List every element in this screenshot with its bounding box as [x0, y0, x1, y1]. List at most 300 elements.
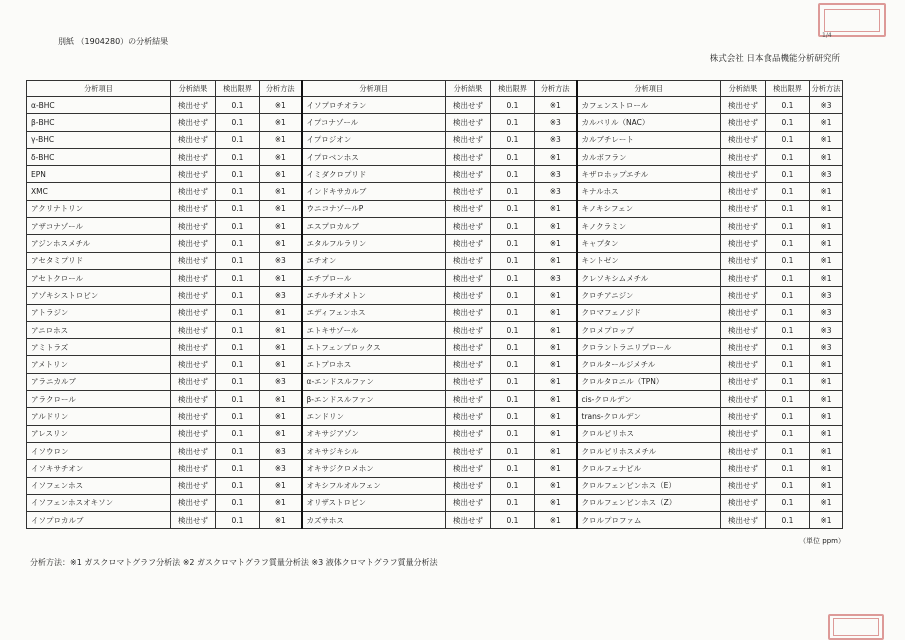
cell-item: クロメプロップ: [577, 321, 721, 338]
cell-limit: 0.1: [216, 304, 260, 321]
cell-item: キザロホップエチル: [577, 166, 721, 183]
cell-result: 検出せず: [721, 304, 766, 321]
cell-result: 検出せず: [721, 97, 766, 114]
cell-limit: 0.1: [216, 131, 260, 148]
method-legend: 分析方法：※1 ガスクロマトグラフ分析法 ※2 ガスクロマトグラフ質量分析法 ※3 液体クロマトグラフ質量分析法: [30, 558, 438, 567]
cell-method: ※1: [260, 218, 302, 235]
cell-method: ※1: [810, 183, 843, 200]
table-row: [27, 339, 843, 356]
cell-limit: 0.1: [766, 148, 810, 165]
cell-method: ※1: [810, 131, 843, 148]
cell-limit: 0.1: [491, 442, 535, 459]
cell-result: 検出せず: [446, 460, 491, 477]
cell-item: エタルフルラリン: [302, 235, 446, 252]
cell-limit: 0.1: [766, 166, 810, 183]
cell-method: ※1: [810, 356, 843, 373]
company-name: 株式会社 日本食品機能分析研究所: [709, 54, 840, 64]
cell-limit: 0.1: [216, 269, 260, 286]
cell-item: カズサホス: [302, 512, 446, 529]
cell-result: 検出せず: [721, 494, 766, 511]
cell-result: 検出せず: [721, 460, 766, 477]
table-row: [27, 356, 843, 373]
header-result: 分析結果: [721, 81, 766, 97]
cell-result: 検出せず: [171, 408, 216, 425]
cell-method: ※1: [260, 166, 302, 183]
cell-limit: 0.1: [216, 97, 260, 114]
cell-item: クロラントラニリプロール: [577, 339, 721, 356]
cell-method: ※1: [260, 391, 302, 408]
cell-method: ※3: [810, 287, 843, 304]
cell-item: trans-クロルデン: [577, 408, 721, 425]
cell-method: ※1: [260, 356, 302, 373]
cell-limit: 0.1: [766, 287, 810, 304]
cell-method: ※3: [810, 321, 843, 338]
header-method: 分析方法: [260, 81, 302, 97]
cell-item: イプコナゾール: [302, 114, 446, 131]
cell-result: 検出せず: [446, 200, 491, 217]
cell-limit: 0.1: [216, 460, 260, 477]
cell-limit: 0.1: [766, 460, 810, 477]
cell-limit: 0.1: [491, 200, 535, 217]
document-title: 別紙 （1904280）の分析結果: [58, 37, 169, 46]
table-row: [27, 460, 843, 477]
cell-item: アザコナゾール: [27, 218, 171, 235]
cell-item: イソプロカルブ: [27, 512, 171, 529]
header-method: 分析方法: [535, 81, 577, 97]
cell-item: アゾキシストロビン: [27, 287, 171, 304]
cell-limit: 0.1: [216, 477, 260, 494]
cell-limit: 0.1: [491, 183, 535, 200]
cell-item: オキサジアゾン: [302, 425, 446, 442]
cell-limit: 0.1: [766, 97, 810, 114]
cell-item: エトキサゾール: [302, 321, 446, 338]
table-row: [27, 148, 843, 165]
cell-method: ※1: [535, 391, 577, 408]
cell-item: エトプロホス: [302, 356, 446, 373]
table-row: [27, 114, 843, 131]
cell-result: 検出せず: [171, 442, 216, 459]
cell-item: アレスリン: [27, 425, 171, 442]
cell-item: クロルフェンビンホス（Z）: [577, 494, 721, 511]
cell-result: 検出せず: [446, 97, 491, 114]
cell-result: 検出せず: [446, 183, 491, 200]
cell-limit: 0.1: [491, 512, 535, 529]
cell-limit: 0.1: [216, 321, 260, 338]
cell-limit: 0.1: [491, 356, 535, 373]
cell-limit: 0.1: [216, 200, 260, 217]
cell-method: ※3: [260, 287, 302, 304]
cell-item: イソウロン: [27, 442, 171, 459]
cell-limit: 0.1: [766, 442, 810, 459]
cell-item: アセトクロール: [27, 269, 171, 286]
cell-method: ※1: [810, 425, 843, 442]
cell-result: 検出せず: [171, 200, 216, 217]
cell-item: アラニカルブ: [27, 373, 171, 390]
cell-item: XMC: [27, 183, 171, 200]
cell-method: ※3: [810, 166, 843, 183]
cell-item: クロルフェナピル: [577, 460, 721, 477]
cell-limit: 0.1: [216, 183, 260, 200]
table-row: [27, 304, 843, 321]
cell-item: キャプタン: [577, 235, 721, 252]
cell-result: 検出せず: [446, 373, 491, 390]
cell-method: ※1: [260, 235, 302, 252]
cell-item: アミトラズ: [27, 339, 171, 356]
cell-result: 検出せず: [171, 373, 216, 390]
cell-item: イソキサチオン: [27, 460, 171, 477]
cell-item: α-BHC: [27, 97, 171, 114]
cell-item: アルドリン: [27, 408, 171, 425]
cell-result: 検出せず: [446, 252, 491, 269]
cell-limit: 0.1: [216, 425, 260, 442]
cell-method: ※1: [535, 235, 577, 252]
cell-item: エチプロール: [302, 269, 446, 286]
cell-item: イソフェンホス: [27, 477, 171, 494]
cell-result: 検出せず: [171, 391, 216, 408]
seal-stamp-bottom: [828, 614, 884, 640]
cell-result: 検出せず: [721, 287, 766, 304]
cell-method: ※1: [535, 477, 577, 494]
table-row: [27, 97, 843, 114]
table-row: [27, 477, 843, 494]
cell-method: ※3: [535, 114, 577, 131]
cell-method: ※1: [260, 304, 302, 321]
table-row: [27, 512, 843, 529]
cell-method: ※1: [535, 512, 577, 529]
table-row: [27, 287, 843, 304]
cell-result: 検出せず: [171, 114, 216, 131]
cell-limit: 0.1: [216, 512, 260, 529]
cell-method: ※1: [535, 494, 577, 511]
cell-limit: 0.1: [216, 339, 260, 356]
cell-result: 検出せず: [171, 252, 216, 269]
cell-method: ※1: [260, 148, 302, 165]
cell-limit: 0.1: [766, 114, 810, 131]
cell-item: オキサジキシル: [302, 442, 446, 459]
cell-item: オリザストロビン: [302, 494, 446, 511]
cell-result: 検出せず: [446, 391, 491, 408]
cell-limit: 0.1: [766, 512, 810, 529]
cell-result: 検出せず: [171, 148, 216, 165]
cell-item: カフェンストロール: [577, 97, 721, 114]
cell-method: ※1: [535, 200, 577, 217]
cell-method: ※1: [810, 218, 843, 235]
cell-result: 検出せず: [171, 269, 216, 286]
cell-limit: 0.1: [216, 252, 260, 269]
cell-item: クロルフェンビンホス（E）: [577, 477, 721, 494]
cell-limit: 0.1: [491, 131, 535, 148]
cell-limit: 0.1: [766, 425, 810, 442]
cell-item: エスプロカルブ: [302, 218, 446, 235]
cell-result: 検出せず: [721, 442, 766, 459]
cell-method: ※3: [535, 166, 577, 183]
cell-limit: 0.1: [491, 218, 535, 235]
header-item: 分析項目: [302, 81, 446, 97]
cell-limit: 0.1: [766, 252, 810, 269]
cell-method: ※3: [535, 183, 577, 200]
cell-method: ※3: [810, 339, 843, 356]
cell-result: 検出せず: [721, 166, 766, 183]
cell-item: エチオン: [302, 252, 446, 269]
cell-method: ※1: [260, 321, 302, 338]
table-row: [27, 200, 843, 217]
cell-result: 検出せず: [721, 114, 766, 131]
cell-method: ※1: [810, 512, 843, 529]
cell-limit: 0.1: [216, 356, 260, 373]
cell-limit: 0.1: [216, 442, 260, 459]
cell-limit: 0.1: [766, 356, 810, 373]
cell-method: ※3: [260, 442, 302, 459]
cell-result: 検出せず: [721, 183, 766, 200]
cell-item: イソフェンホスオキソン: [27, 494, 171, 511]
cell-method: ※1: [810, 269, 843, 286]
cell-result: 検出せず: [721, 512, 766, 529]
cell-method: ※1: [535, 339, 577, 356]
cell-result: 検出せず: [721, 339, 766, 356]
header-result: 分析結果: [446, 81, 491, 97]
table-row: [27, 252, 843, 269]
cell-item: オキシフルオルフェン: [302, 477, 446, 494]
cell-item: カルボフラン: [577, 148, 721, 165]
cell-item: アニロホス: [27, 321, 171, 338]
cell-method: ※1: [260, 200, 302, 217]
cell-limit: 0.1: [216, 391, 260, 408]
cell-limit: 0.1: [491, 269, 535, 286]
cell-limit: 0.1: [216, 148, 260, 165]
cell-result: 検出せず: [446, 148, 491, 165]
cell-item: β-BHC: [27, 114, 171, 131]
cell-method: ※1: [535, 252, 577, 269]
cell-limit: 0.1: [491, 425, 535, 442]
cell-result: 検出せず: [446, 442, 491, 459]
cell-method: ※3: [260, 252, 302, 269]
cell-result: 検出せず: [171, 183, 216, 200]
cell-result: 検出せず: [171, 304, 216, 321]
table-row: [27, 391, 843, 408]
header-limit: 検出限界: [766, 81, 810, 97]
cell-limit: 0.1: [491, 287, 535, 304]
cell-item: キントゼン: [577, 252, 721, 269]
header-limit: 検出限界: [491, 81, 535, 97]
header-method: 分析方法: [810, 81, 843, 97]
cell-item: クロルピリホス: [577, 425, 721, 442]
cell-method: ※3: [535, 269, 577, 286]
cell-limit: 0.1: [491, 460, 535, 477]
cell-method: ※1: [535, 218, 577, 235]
cell-limit: 0.1: [491, 166, 535, 183]
cell-method: ※1: [260, 339, 302, 356]
cell-method: ※1: [535, 97, 577, 114]
cell-result: 検出せず: [446, 494, 491, 511]
cell-result: 検出せず: [721, 373, 766, 390]
cell-result: 検出せず: [446, 304, 491, 321]
cell-limit: 0.1: [491, 339, 535, 356]
cell-result: 検出せず: [171, 460, 216, 477]
cell-limit: 0.1: [216, 373, 260, 390]
cell-limit: 0.1: [766, 269, 810, 286]
cell-item: EPN: [27, 166, 171, 183]
cell-result: 検出せず: [446, 425, 491, 442]
cell-item: エンドリン: [302, 408, 446, 425]
cell-result: 検出せず: [446, 114, 491, 131]
cell-limit: 0.1: [491, 477, 535, 494]
cell-method: ※1: [810, 442, 843, 459]
cell-limit: 0.1: [766, 304, 810, 321]
cell-result: 検出せず: [721, 131, 766, 148]
cell-method: ※1: [810, 373, 843, 390]
cell-item: イプロジオン: [302, 131, 446, 148]
table-row: [27, 183, 843, 200]
cell-result: 検出せず: [171, 425, 216, 442]
cell-result: 検出せず: [446, 339, 491, 356]
table-row: [27, 269, 843, 286]
cell-limit: 0.1: [491, 304, 535, 321]
cell-limit: 0.1: [216, 166, 260, 183]
cell-limit: 0.1: [491, 97, 535, 114]
cell-item: アトラジン: [27, 304, 171, 321]
cell-item: エトフェンプロックス: [302, 339, 446, 356]
cell-result: 検出せず: [446, 131, 491, 148]
cell-limit: 0.1: [766, 218, 810, 235]
table-row: [27, 218, 843, 235]
cell-limit: 0.1: [766, 408, 810, 425]
cell-item: アジンホスメチル: [27, 235, 171, 252]
cell-limit: 0.1: [216, 494, 260, 511]
cell-limit: 0.1: [491, 373, 535, 390]
cell-method: ※1: [535, 425, 577, 442]
cell-method: ※1: [810, 408, 843, 425]
cell-method: ※3: [260, 373, 302, 390]
cell-method: ※1: [535, 287, 577, 304]
cell-method: ※1: [810, 114, 843, 131]
cell-result: 検出せず: [446, 356, 491, 373]
cell-method: ※1: [260, 425, 302, 442]
cell-result: 検出せず: [171, 339, 216, 356]
cell-method: ※1: [260, 269, 302, 286]
table-row: [27, 321, 843, 338]
cell-method: ※1: [535, 442, 577, 459]
cell-item: アメトリン: [27, 356, 171, 373]
cell-result: 検出せず: [171, 218, 216, 235]
cell-result: 検出せず: [446, 477, 491, 494]
cell-method: ※1: [535, 460, 577, 477]
cell-limit: 0.1: [766, 373, 810, 390]
cell-limit: 0.1: [491, 114, 535, 131]
cell-method: ※1: [810, 235, 843, 252]
cell-item: イソプロチオラン: [302, 97, 446, 114]
cell-item: エディフェンホス: [302, 304, 446, 321]
cell-item: γ-BHC: [27, 131, 171, 148]
cell-item: アセタミプリド: [27, 252, 171, 269]
cell-limit: 0.1: [766, 339, 810, 356]
cell-result: 検出せず: [721, 252, 766, 269]
cell-result: 検出せず: [721, 321, 766, 338]
cell-result: 検出せず: [446, 218, 491, 235]
cell-limit: 0.1: [491, 494, 535, 511]
cell-limit: 0.1: [216, 218, 260, 235]
cell-limit: 0.1: [491, 391, 535, 408]
cell-result: 検出せず: [446, 166, 491, 183]
header-item: 分析項目: [27, 81, 171, 97]
cell-limit: 0.1: [216, 235, 260, 252]
cell-item: cis-クロルデン: [577, 391, 721, 408]
header-limit: 検出限界: [216, 81, 260, 97]
cell-result: 検出せず: [721, 269, 766, 286]
table-row: [27, 494, 843, 511]
cell-method: ※1: [810, 494, 843, 511]
cell-method: ※1: [810, 477, 843, 494]
cell-limit: 0.1: [491, 148, 535, 165]
cell-method: ※3: [260, 460, 302, 477]
cell-item: クロルタロニル（TPN）: [577, 373, 721, 390]
cell-result: 検出せず: [171, 321, 216, 338]
cell-method: ※3: [810, 304, 843, 321]
cell-limit: 0.1: [216, 114, 260, 131]
table-row: [27, 442, 843, 459]
table-row: [27, 373, 843, 390]
cell-item: α-エンドスルファン: [302, 373, 446, 390]
cell-item: キノクラミン: [577, 218, 721, 235]
cell-result: 検出せず: [446, 321, 491, 338]
cell-result: 検出せず: [721, 425, 766, 442]
table-header-row: [27, 81, 843, 97]
cell-result: 検出せず: [721, 218, 766, 235]
cell-method: ※1: [260, 183, 302, 200]
cell-result: 検出せず: [171, 356, 216, 373]
cell-method: ※1: [535, 148, 577, 165]
cell-item: インドキサカルブ: [302, 183, 446, 200]
cell-method: ※1: [260, 494, 302, 511]
cell-method: ※3: [535, 131, 577, 148]
cell-result: 検出せず: [446, 235, 491, 252]
cell-limit: 0.1: [766, 321, 810, 338]
cell-limit: 0.1: [766, 391, 810, 408]
page-number: 1/4: [822, 32, 832, 39]
cell-method: ※1: [810, 391, 843, 408]
cell-result: 検出せず: [446, 269, 491, 286]
cell-item: アクリナトリン: [27, 200, 171, 217]
cell-result: 検出せず: [171, 97, 216, 114]
table-row: [27, 131, 843, 148]
cell-item: クロチアニジン: [577, 287, 721, 304]
cell-method: ※1: [535, 304, 577, 321]
analysis-results-table: [26, 80, 843, 529]
cell-item: イプロベンホス: [302, 148, 446, 165]
cell-item: クレソキシムメチル: [577, 269, 721, 286]
cell-result: 検出せず: [171, 235, 216, 252]
cell-item: ウニコナゾールP: [302, 200, 446, 217]
cell-result: 検出せず: [721, 477, 766, 494]
cell-method: ※1: [260, 477, 302, 494]
cell-item: クロルタールジメチル: [577, 356, 721, 373]
cell-limit: 0.1: [491, 321, 535, 338]
cell-result: 検出せず: [721, 200, 766, 217]
cell-method: ※1: [535, 408, 577, 425]
table-row: [27, 425, 843, 442]
cell-item: エチルチオメトン: [302, 287, 446, 304]
cell-item: δ-BHC: [27, 148, 171, 165]
cell-item: カルブチレート: [577, 131, 721, 148]
cell-method: ※1: [810, 200, 843, 217]
unit-note: （単位 ppm）: [799, 537, 845, 545]
header-item: 分析項目: [577, 81, 721, 97]
cell-item: キノキシフェン: [577, 200, 721, 217]
cell-item: アラクロール: [27, 391, 171, 408]
table-row: [27, 235, 843, 252]
cell-result: 検出せず: [171, 477, 216, 494]
cell-result: 検出せず: [721, 408, 766, 425]
cell-method: ※1: [260, 512, 302, 529]
